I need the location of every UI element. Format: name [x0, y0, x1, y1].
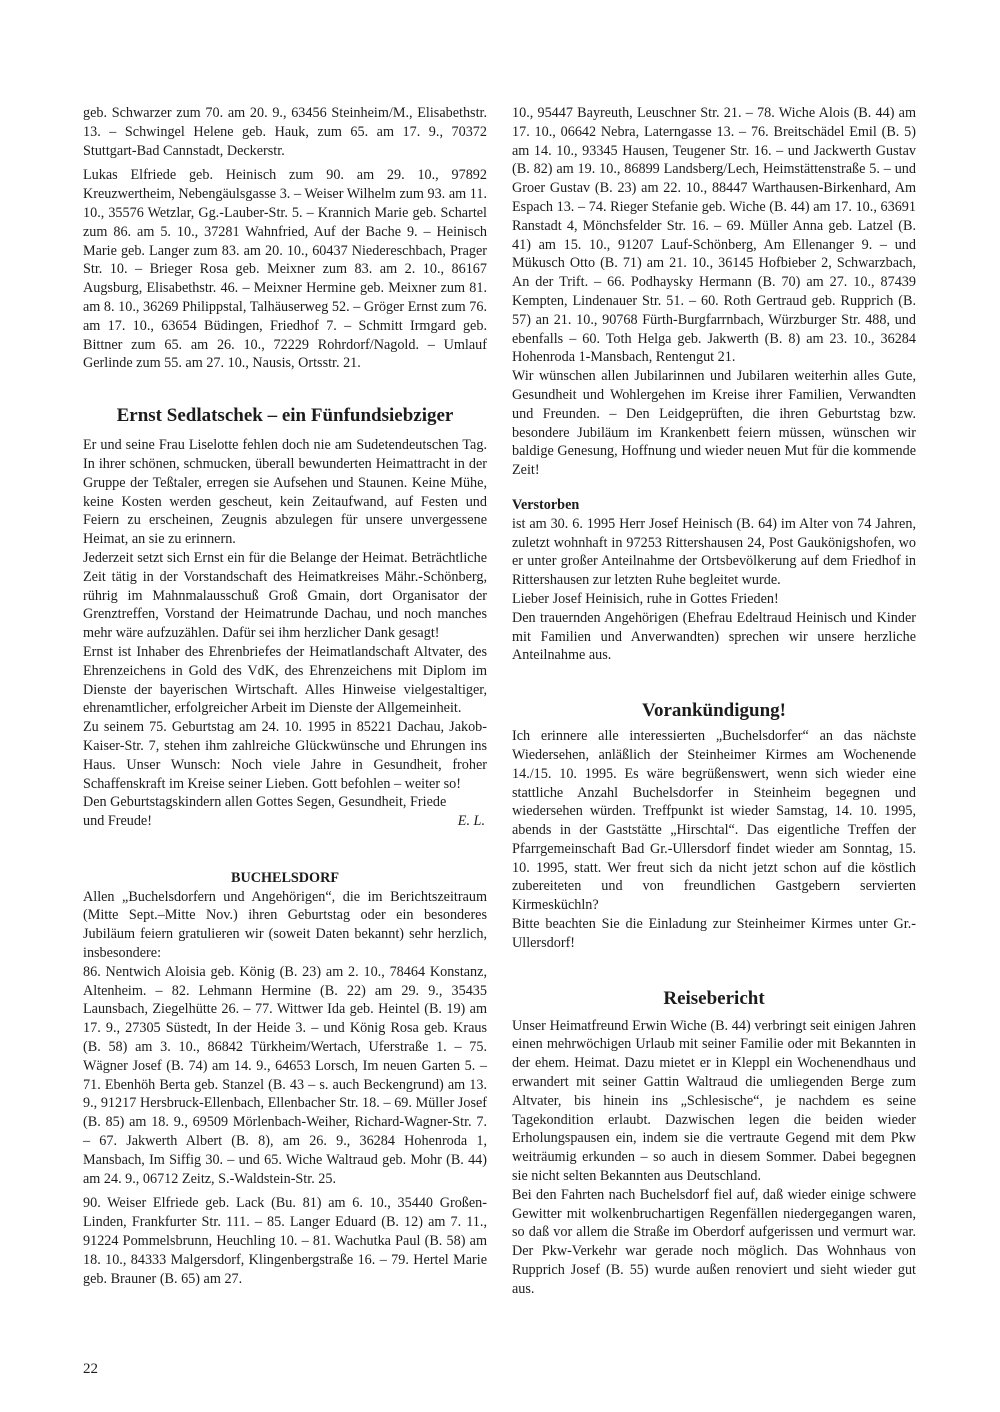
reisebericht-paragraph-2: Bei den Fahrten nach Buchelsdorf fiel auf, daß wieder einige schwere Gewitter mit wolkenbruchartigen Regenfällen niedergegangen waren, so daß vor allem die Straße im Oberdorf aufgerissen und vermurt war. Der Pkw-Verkehr war gerade noch möglich. Das Wohnhaus von Rupprich Josef (B. 55) wurde außen renoviert und sieht wieder gut aus.: [512, 1186, 916, 1297]
vorankuendigung-heading: Vorankündigung!: [642, 700, 786, 722]
sedlatschek-closing: und Freude!: [83, 813, 152, 830]
sedlatschek-paragraph-1: Er und seine Frau Liselotte fehlen doch nie am Sudetendeutschen Tag. In ihrer schönen, schmucken, überall bewunderten Heimattracht in der Gruppe der Teßtaler, erregen sie Aufsehen und Staunen. Keine Mühe, keine Kosten werden gescheut, kein Zeitaufwand, auf Festen und Feiern zu erscheinen, Zeugnis abzulegen für unsere unvergessene Heimat, an sie zu erinnern.: [83, 437, 487, 548]
verstorben-paragraph-1: ist am 30. 6. 1995 Herr Josef Heinisch (B. 64) im Alter von 74 Jahren, zuletzt wohnhaft in 97253 Rittershausen 24, Post Gaukönigshofen, wo er unter großer Anteilnahme der Ortsbevölkerung auf dem Friedhof in Rittershausen zur letzten Ruhe begleitet wurde.: [512, 515, 916, 589]
reisebericht-paragraph-1: Unser Heimatfreund Erwin Wiche (B. 44) verbringt seit einigen Jahren einen mehrwöchigen Urlaub mit seiner Familie oder mit Bekannten in der ehem. Heimat. Dazu mietet er in Kleppl ein Wochenendhaus und erwandert mit seiner Gattin Waltraud die umliegenden Berge zum Altvater, bis hinein ins „Schlesische“, je nachdem es seine Tagekondition erlaubt. Dazwischen legen die beiden wieder Erholungspausen ein, indem sie die vertraute Gegend mit dem Pkw weiträumig erkunden – so auch in diesem Sommer. Dabei begegnen sie nicht selten Bekannten aus Deutschland.: [512, 1017, 916, 1185]
vorankuendigung-paragraph-1: Ich erinnere alle interessierten „Buchelsdorfer“ an das nächste Wiedersehen, anläßlich der Steinheimer Kirmes am Wochenende 14./15. 10. 1995. Es wäre begrüßenswert, wenn sich wieder eine stattliche Anzahl Buchelsdorfer in Steinheim begegnen und wiedersehen würden. Treffpunkt ist wieder Samstag, 14. 10. 1995, abends in der Gaststätte „Hirschtal“. Das eigentliche Treffen der Pfarrgemeinschaft Bad Gr.-Ullersdorf findet wieder am Sonntag, 15. 10. 1995, statt. Wer freut sich da nicht jetzt schon auf die köstlich zubereiteten und von freundlichen Gastgebern servierten Kirmesküchln?: [512, 728, 916, 914]
buchelsdorf-paragraph-3: 90. Weiser Elfriede geb. Lack (Bu. 81) am 6. 10., 35440 Großen-Linden, Frankfurter Str. 111. – 85. Langer Eduard (B. 12) am 7. 11., 91224 Pommelsbrunn, Heuchling 10. – 81. Wachutka Paul (B. 58) am 18. 10., 84333 Malgersdorf, Klingenbergstraße 16. – 79. Hertel Marie geb. Brauner (B. 65) am 27.: [83, 1195, 487, 1287]
sedlatschek-paragraph-2: Jederzeit setzt sich Ernst ein für die Belange der Heimat. Beträchtliche Zeit tätig in der Vorstandschaft des Heimatkreises Mähr.-Schönberg, rührig im Mahnmalausschuß Groß Gmain, dort Organisator der Grenztreffen, Vorstand der Heimatrunde Dachau, und noch manches mehr wäre aufzuzählen. Dafür sei ihm herzlicher Dank gesagt!: [83, 549, 487, 642]
reisebericht-heading: Reisebericht: [663, 987, 765, 1009]
right-column: [512, 104, 916, 1299]
vorankuendigung-paragraph-2: Bitte beachten Sie die Einladung zur Steinheimer Kirmes unter Gr.-Ullersdorf!: [512, 916, 916, 951]
left-column: [83, 104, 487, 1288]
page-number: 22: [83, 1361, 98, 1377]
verstorben-paragraph-3: Den trauernden Angehörigen (Ehefrau Edeltraud Heinisch und Kinder mit Familien und Anverwandten) sprechen wir unsere herzliche Anteilnahme aus.: [512, 609, 916, 664]
sedlatschek-closing-line: [83, 812, 487, 831]
intro-paragraph-1: geb. Schwarzer zum 70. am 20. 9., 63456 Steinheim/M., Elisabethstr. 13. – Schwingel Helene geb. Hauk, zum 65. am 17. 9., 70372 Stuttgart-Bad Cannstadt, Deckerstr.: [83, 105, 487, 159]
birthday-list-continued: 10., 95447 Bayreuth, Leuschner Str. 21. – 78. Wiche Alois (B. 44) am 17. 10., 06642 Nebra, Laterngasse 13. – 76. Breitschädel Emil (B. 5) am 14. 10., 93345 Hausen, Teugener Str. 16. – und Jackwerth Gustav (B. 82) am 19. 10., 86899 Landsberg/Lech, Heimstättenstraße 5. – und Groer Gustav (B. 23) am 22. 10., 88447 Warthausen-Birkenhard, Am Espach 13. – 74. Rieger Stefanie geb. Wiche (B. 44) am 17. 10., 63691 Ranstadt 4, Mönchsfelder Str. 16. – 69. Müller Anna geb. Latzel (B. 41) am 15. 10., 91207 Lauf-Schönberg, Am Ellenanger 9. – und Mükusch Otto (B. 71) am 21. 10., 36145 Hofbieber 2, Schwarzbach, An der Trift. – 66. Podhaysky Hermann (B. 70) am 27. 10., 87439 Kempten, Lindenauer Str. 51. – 60. Roth Gertraud geb. Rupprich (B. 57) an 21. 10., 90768 Fürth-Burgfarrnbach, Würzburger Str. 488, und ebenfalls – 60. Toth Helga geb. Jakwerth (B. 8) am 23. 10., 36284 Hohenroda 1-Mansbach, Rentengut 21.: [512, 105, 916, 366]
buchelsdorf-paragraph-2: 86. Nentwich Aloisia geb. König (B. 23) am 2. 10., 78464 Konstanz, Altenheim. – 82. Lehmann Hermine (B. 22) am 29. 9., 35435 Launsbach, Ziegelhütte 26. – 77. Wittwer Ida geb. Heintel (B. 19) am 17. 9., 27305 Süstedt, In der Heide 3. – und König Rosa geb. Kraus (B. 58) am 3. 10., 86842 Türkheim/Wertach, Uferstraße 1. – 75. Wägner Josef (B. 74) am 14. 9., 64653 Lorsch, Im neuen Garten 5. – 71. Ebenhöh Berta geb. Stanzel (B. 43 – s. auch Beckengrund) am 13. 9., 91217 Hersbruck-Ellenbach, Ellenbacher Str. 18. – 69. Müller Josef (B. 85) am 18. 9., 69509 Mörlenbach-Weiher, Richard-Wagner-Str. 7. – 67. Jakwerth Albert (B. 8), am 26. 9., 36284 Hohenroda 1, Mansbach, Im Siffig 30. – und 65. Wiche Waltraud geb. Mohr (B. 44) am 24. 9., 06712 Zeitz, S.-Waldstein-Str. 25.: [83, 963, 487, 1187]
intro-paragraph-2: Lukas Elfriede geb. Heinisch zum 90. am 29. 10., 97892 Kreuzwertheim, Nebengäulsgasse 3. – Weiser Wilhelm zum 93. am 11. 10., 35576 Wetzlar, Gg.-Lauber-Str. 5. – Krannich Marie geb. Schartel zum 86. am 5. 10., 37281 Wahnfried, Auf der Bache 9. – Heinisch Marie geb. Langer zum 83. am 20. 10., 60437 Niedereschbach, Prager Str. 10. – Brieger Rosa geb. Meixner zum 83. am 2. 10., 86167 Augsburg, Elisabethstr. 46. – Meixner Hermine geb. Meixner zum 81. am 8. 10., 36269 Philippstal, Talhäuserweg 52. – Gröger Ernst zum 76. am 17. 10., 63654 Büdingen, Friedhof 7. – Schmitt Irmgard geb. Bittner zum 65. am 26. 10., 72229 Rohrdorf/Nagold. – Umlauf Gerlinde zum 55. am 27. 10., Nausis, Ortsstr. 21.: [83, 167, 487, 372]
sedlatschek-heading: Ernst Sedlatschek – ein Fünfundsiebziger: [116, 405, 454, 427]
sedlatschek-signature: E. L.: [457, 813, 485, 830]
verstorben-heading: Verstorben: [512, 496, 580, 513]
sedlatschek-paragraph-5: Den Geburtstagskindern allen Gottes Segen, Gesundheit, Friede: [83, 794, 447, 811]
buchelsdorf-paragraph-1: Allen „Buchelsdorfern und Angehörigen“, die im Berichtszeitraum (Mitte Sept.–Mitte Nov.) ihren Geburtstag oder ein besonderes Jubiläum feiern gratulieren wir (soweit Daten bekannt) sehr herzlich, insbesondere:: [83, 888, 487, 962]
sedlatschek-paragraph-4: Zu seinem 75. Geburtstag am 24. 10. 1995 in 85221 Dachau, Jakob-Kaiser-Str. 7, stehen ihm zahlreiche Glückwünsche und Ehrungen ins Haus. Unser Wunsch: Noch viele Jahre in Gesundheit, froher Schaffenskraft im Kreise seiner Lieben. Gott befohlen – weiter so!: [83, 719, 487, 792]
verstorben-paragraph-2: Lieber Josef Heinisich, ruhe in Gottes Frieden!: [512, 590, 779, 607]
buchelsdorf-heading: BUCHELSDORF: [231, 869, 339, 886]
sedlatschek-paragraph-3: Ernst ist Inhaber des Ehrenbriefes der Heimatlandschaft Altvater, des Ehrenzeichens in Gold des VdK, des Ehrenzeichens mit Diplom im Dienste der bayerischen Wirtschaft. Alles Hinweise vielgestaltiger, ehrenamtlicher, erfolgreicher Arbeit im Dienste der Allgemeinheit.: [83, 643, 487, 717]
wishes-paragraph: Wir wünschen allen Jubilarinnen und Jubilaren weiterhin alles Gute, Gesundheit und Wohlergehen im Kreise ihrer Familien, Verwandten und Freunden. – Den Leidgeprüften, die ihren Geburtstag bzw. besondere Jubiläum im Krankenbett feiern müssen, wünschen wir baldige Genesung, Hoffnung und wieder neuen Mut für die kommende Zeit!: [512, 368, 916, 479]
